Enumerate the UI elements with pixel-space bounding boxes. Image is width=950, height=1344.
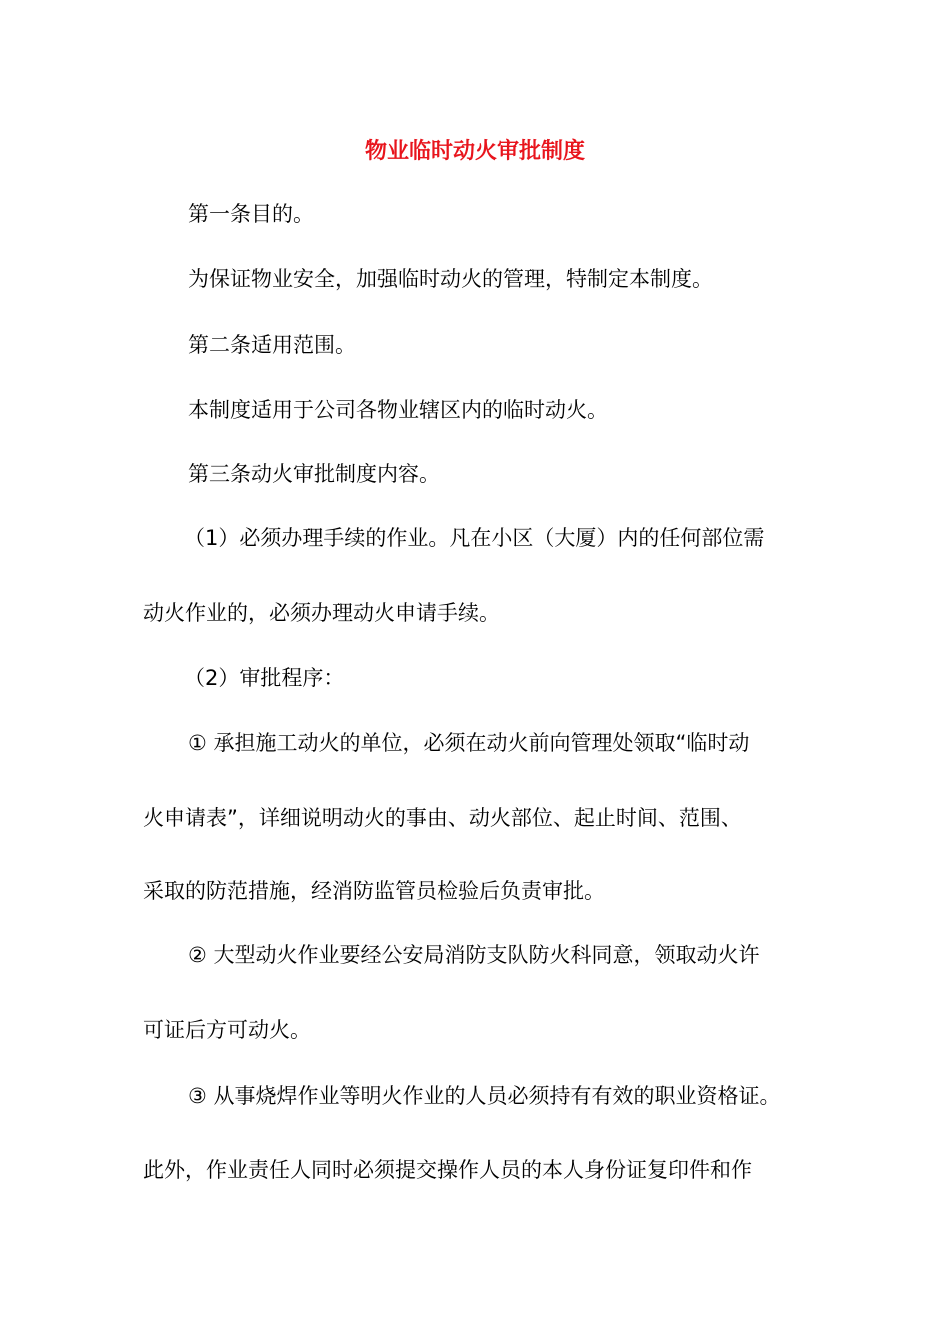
paragraph-line: 采取的防范措施，经消防监管员检验后负责审批。 [143,879,605,903]
paragraph-line: 火申请表”，详细说明动火的事由、动火部位、起止时间、范围、 [143,806,742,830]
paragraph-line: 此外，作业责任人同时必须提交操作人员的本人身份证复印件和作 [143,1158,752,1182]
article-2-text: 本制度适用于公司各物业辖区内的临时动火。 [188,398,608,422]
article-3-heading: 第三条动火审批制度内容。 [188,462,440,486]
paragraph-line: 可证后方可动火。 [143,1018,311,1042]
paragraph-line: ③ 从事烧焊作业等明火作业的人员必须持有有效的职业资格证。 [188,1084,781,1108]
article-1-text: 为保证物业安全，加强临时动火的管理，特制定本制度。 [188,267,713,291]
paragraph-line: ① 承担施工动火的单位，必须在动火前向管理处领取“临时动 [188,731,750,755]
paragraph-line: 动火作业的，必须办理动火申请手续。 [143,601,500,625]
paragraph-line: （2）审批程序： [184,666,345,690]
paragraph-line: ② 大型动火作业要经公安局消防支队防火科同意，领取动火许 [188,943,760,967]
article-2-heading: 第二条适用范围。 [188,333,356,357]
paragraph-line: （1）必须办理手续的作业。凡在小区（大厦）内的任何部位需 [184,526,765,550]
article-1-heading: 第一条目的。 [188,202,314,226]
document-title: 物业临时动火审批制度 [364,139,585,164]
